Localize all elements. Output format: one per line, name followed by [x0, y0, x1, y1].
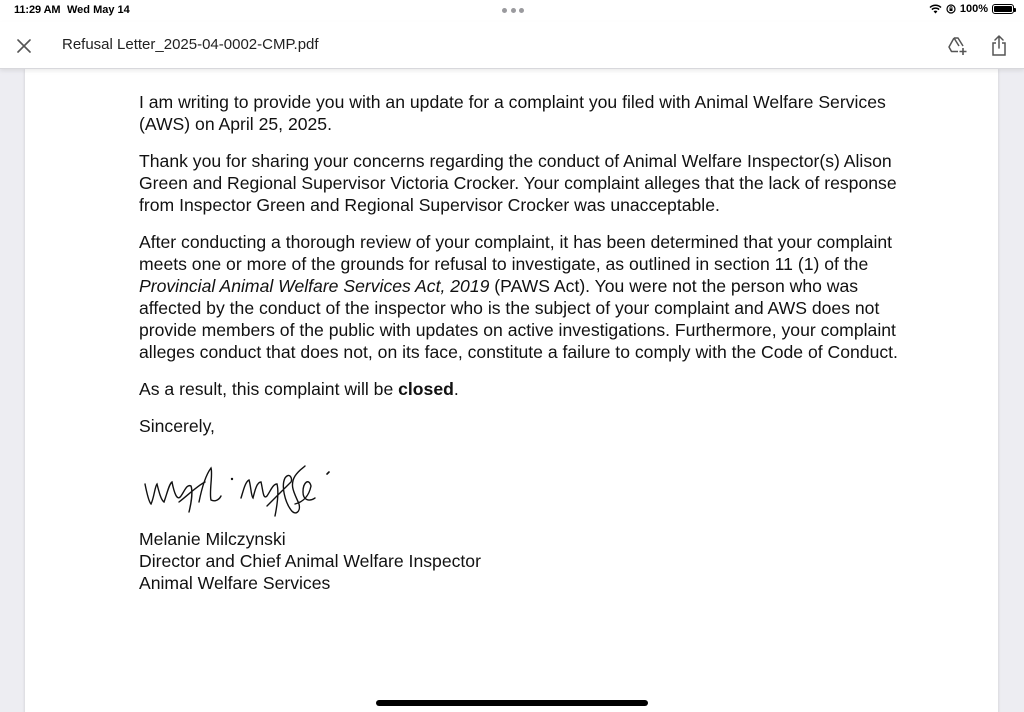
paragraph-determination: After conducting a thorough review of your complaint, it has been determined that your complaint meets one or more of the grounds for refusal to investigate, as outlined in section 11 (1) of the Provincial Animal Welfare Services Act, 2019 (PAWS Act). You were not the person who was affected by the conduct of the inspector who is the subject of your complaint and AWS does not provide members of the public with updates on active investigations. Furthermore, your complaint alleges conduct that does not, on its face, constitute a failure to comply with the Code of Conduct. [139, 232, 898, 362]
letter-body [139, 91, 899, 594]
share-icon [990, 35, 1008, 57]
signer-title: Director and Chief Animal Welfare Inspector [139, 551, 481, 571]
signer-organization: Animal Welfare Services [139, 573, 331, 593]
status-bar [0, 0, 1024, 22]
closing: Sincerely, [139, 416, 215, 436]
add-to-drive-button[interactable] [945, 33, 971, 59]
pdf-page[interactable] [25, 69, 998, 712]
share-button[interactable] [986, 33, 1012, 59]
paragraph-concerns: Thank you for sharing your concerns regarding the conduct of Animal Welfare Inspector(s) Alison Green and Regional Supervisor Victoria Crocker. Your complaint alleges that the lack of response from Inspector Green and Regional Supervisor Crocker was unacceptable. [139, 151, 897, 215]
signature-image [139, 446, 899, 524]
status-indicators [929, 3, 1014, 15]
document-title: Refusal Letter_2025-04-0002-CMP.pdf [62, 36, 319, 53]
battery-icon [992, 4, 1014, 14]
paragraph-update: I am writing to provide you with an update for a complaint you filed with Animal Welfare Services (AWS) on April 25, 2025. [139, 92, 886, 134]
close-button[interactable] [12, 34, 36, 58]
paragraph-result: As a result, this complaint will be closed. [139, 379, 459, 399]
multitasking-dots-icon[interactable] [502, 8, 524, 14]
add-to-drive-icon [947, 36, 969, 56]
act-title: Provincial Animal Welfare Services Act, 2019 [139, 276, 490, 296]
status-closed: closed [398, 379, 454, 399]
signer-name: Melanie Milczynski [139, 529, 286, 549]
battery-percent: 100% [959, 3, 988, 15]
home-indicator[interactable] [376, 700, 648, 706]
signer-block [139, 528, 899, 594]
wifi-icon [929, 4, 942, 14]
status-time: 11:29 AM [14, 4, 61, 16]
close-icon [17, 39, 31, 53]
orientation-lock-icon [946, 4, 956, 14]
pdf-toolbar [0, 22, 1024, 69]
status-date: Wed May 14 [67, 4, 130, 16]
